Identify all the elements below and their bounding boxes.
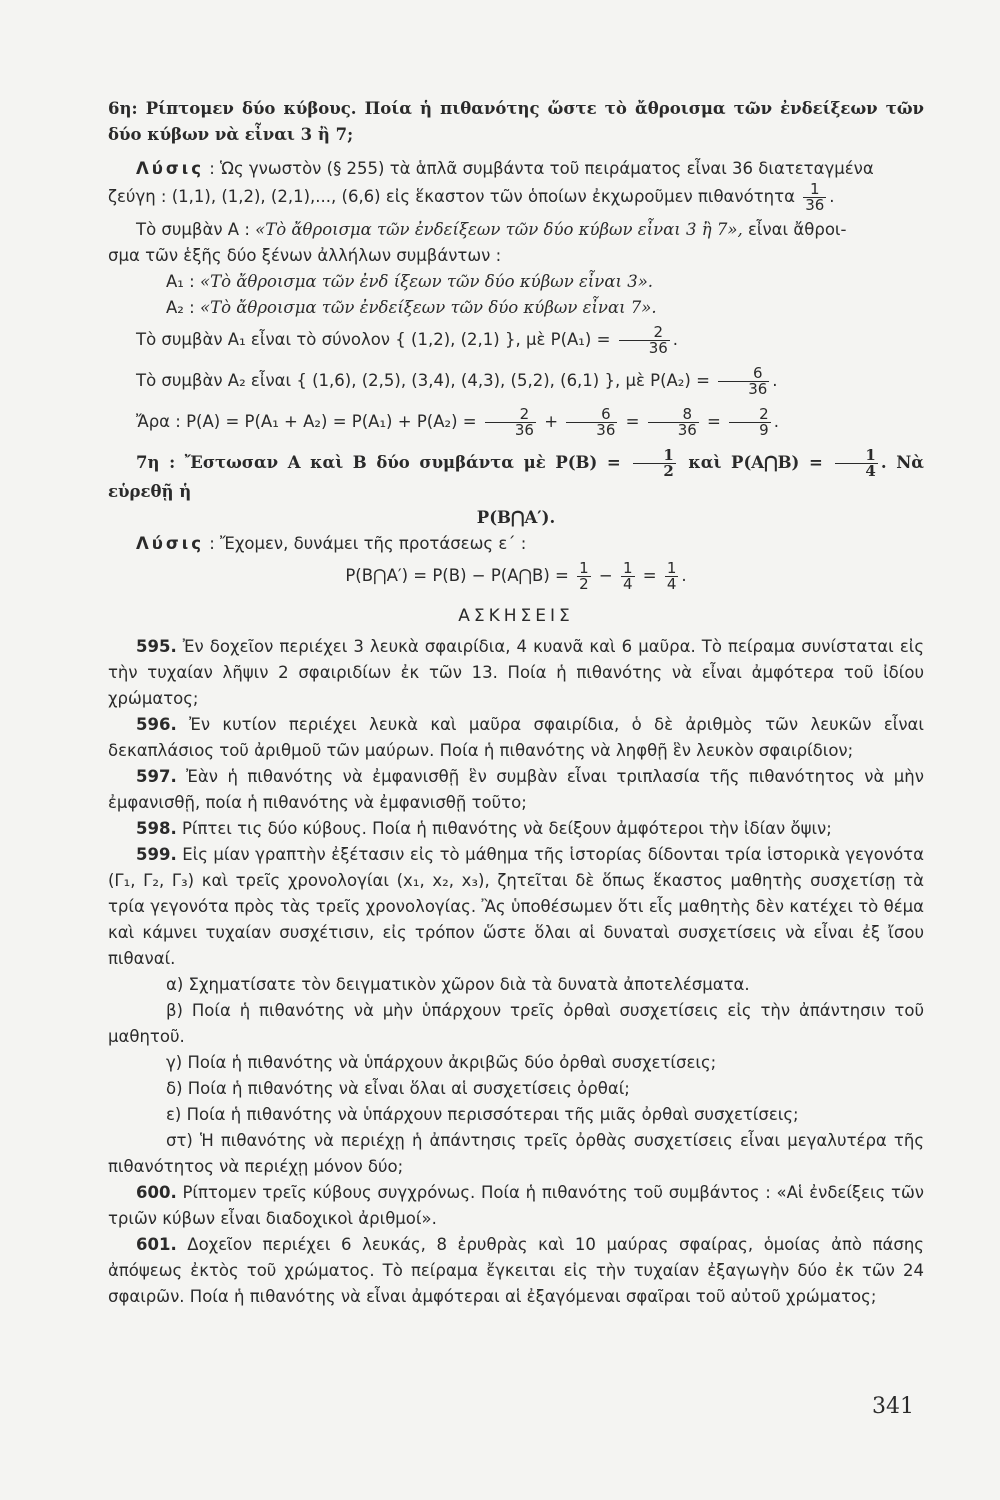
fraction-denominator: 36	[805, 196, 825, 214]
exercise-599-a: α) Σχηματίσατε τὸν δειγματικὸν χῶρον διὰ τὰ δυνατὰ ἀποτελέσματα.	[166, 975, 750, 994]
fraction-denominator: 36	[596, 421, 616, 439]
fraction	[648, 407, 699, 438]
fraction-numerator: 1	[835, 448, 877, 464]
example-7-formula: P(B⋂A′) = P(B) − P(A⋂B) = $\frac{1}{2}$ − $\frac{1}{4}$ = $\frac{1}{4}$ .	[345, 559, 687, 593]
page-number: 341	[872, 1394, 914, 1419]
a2-set-line: Τὸ συμβὰν Α₂ εἶναι { (1,6), (2,5), (3,4), (4,3), (5,2), (6,1) }, μὲ P(A₂) = $\frac{6}{36}$ .	[136, 364, 778, 398]
exercise-595	[108, 634, 924, 712]
fraction-numerator: 1	[633, 448, 675, 464]
page-content	[108, 96, 924, 1310]
exercise-text: Ἐν κυτίον περιέχει λευκὰ καὶ μαῦρα σφαιρίδια, ὁ δὲ ἀριθμὸς τῶν λευκῶν εἶναι δεκαπλάσιος τοῦ ἀριθμοῦ τῶν μαύρων. Ποία ἡ πιθανότης νὰ ληφθῇ ἓν λευκὸν σφαιρίδιον;	[108, 715, 924, 760]
exercise-text: Ρίπτει τις δύο κύβους. Ποία ἡ πιθανότης νὰ δείξουν ἀμφότεροι τὴν ἰδίαν ὄψιν;	[181, 819, 832, 838]
ara-line: Ἄρα : P(A) = P(A₁ + A₂) = P(A₁) + P(A₂) = $\frac{2}{36}$ + $\frac{6}{36}$ = $\frac{8}{36}$ = $\frac{2}{9}$ .	[136, 405, 779, 439]
fraction-2-36	[619, 325, 670, 356]
fraction-1-4	[835, 448, 877, 479]
ara-text: Ἄρα : P(A) = P(A₁ + A₂) = P(A₁) + P(A₂) =	[136, 412, 477, 431]
exercise-text: Ἐν δοχεῖον περιέχει 3 λευκὰ σφαιρίδια, 4 κυανᾶ καὶ 6 μαῦρα. Τὸ πείραμα συνίσταται εἰς τὴν τυχαίαν λῆψιν 2 σφαιριδίων ἐκ τῶν 13. Ποία ἡ πιθανότης νὰ εἶναι ἀμφότερα τοῦ ἰδίου χρώματος;	[108, 637, 924, 708]
fraction-1-2	[633, 448, 675, 479]
example-7-title-line-2: P(B⋂A′).	[476, 508, 556, 527]
pairs-line: ζεύγη : (1,1), (1,2), (2,1),..., (6,6) εἰς ἕκαστον τῶν ὁποίων ἐκχωροῦμεν πιθανότητα $\frac{1}{36}$ .	[108, 180, 835, 214]
fraction-numerator: 6	[718, 366, 769, 382]
fraction-numerator: 8	[648, 407, 699, 423]
fraction-numerator: 6	[566, 407, 617, 423]
fraction	[485, 407, 536, 438]
solution-text: : Ὡς γνωστὸν (§ 255) τὰ ἁπλᾶ συμβάντα τοῦ πειράματος εἶναι 36 διατεταγμένα	[209, 159, 874, 178]
example-6-title: 6η: Ρίπτομεν δύο κύβους. Ποία ἡ πιθανότης ὥστε τὸ ἄθροισμα τῶν ἐνδείξεων τῶν δύο κύβων νὰ εἶναι 3 ἢ 7;	[108, 99, 924, 144]
formula-text: P(B⋂A′) = P(B) − P(A⋂B) =	[345, 566, 569, 585]
event-a2-line	[108, 295, 924, 321]
exercise-number: 596.	[136, 715, 177, 734]
exercise-599-e: ε) Ποία ἡ πιθανότης νὰ ὑπάρχουν περισσότεραι τῆς μιᾶς ὀρθαὶ συσχετίσεις;	[166, 1105, 799, 1124]
fraction-denominator: 36	[514, 421, 534, 439]
event-a2-label: Α₂ :	[166, 298, 195, 317]
fraction	[729, 407, 771, 438]
fraction-denominator: 36	[748, 380, 768, 398]
event-a2-definition: «Τὸ ἄθροισμα τῶν ἐνδείξεων τῶν δύο κύβων εἶναι 7».	[199, 298, 657, 317]
a1-set-text: Τὸ συμβὰν Α₁ εἶναι τὸ σύνολον { (1,2), (2,1) }, μὲ P(A₁) =	[136, 330, 611, 349]
exercise-number: 595.	[136, 637, 177, 656]
event-a-definition: «Τὸ ἄθροισμα τῶν ἐνδείξεων τῶν δύο κύβων εἶναι 3 ἢ 7»,	[255, 220, 743, 239]
fraction-denominator: 36	[677, 421, 697, 439]
event-a-line	[108, 217, 924, 243]
exercise-number: 600.	[136, 1183, 177, 1202]
example-7-title-suffix: . Νὰ εὑρεθῇ ἡ	[108, 453, 924, 501]
fraction	[621, 561, 635, 592]
event-a1-definition: «Τὸ ἄθροισμα τῶν ἐνδ ίξεων τῶν δύο κύβων εἶναι 3».	[199, 272, 654, 291]
exercise-599-c: γ) Ποία ἡ πιθανότης νὰ ὑπάρχουν ἀκριβῶς δύο ὀρθαὶ συσχετίσεις;	[166, 1053, 717, 1072]
event-a1-label: Α₁ :	[166, 272, 195, 291]
exercise-number: 597.	[136, 767, 177, 786]
exercise-text: Δοχεῖον περιέχει 6 λευκάς, 8 ἐρυθρὰς καὶ 10 μαύρας σφαίρας, ὁμοίας ἀπὸ πάσης ἀπόψεως ἐκτὸς τοῦ χρώματος. Τὸ πείραμα ἔγκειται εἰς τὴν τυχαίαν ἐξαγωγὴν δύο ἐκ τῶν 24 σφαιρῶν. Ποία ἡ πιθανότης νὰ εἶναι ἀμφότεραι αἱ ἐξαγόμεναι σφαῖραι τοῦ αὐτοῦ χρώματος;	[108, 1235, 924, 1306]
fraction-denominator: 2	[579, 575, 589, 593]
solution-label: Λύσις	[136, 534, 204, 553]
fraction	[665, 561, 679, 592]
exercise-text: Εἰς μίαν γραπτὴν ἐξέτασιν εἰς τὸ μάθημα τῆς ἱστορίας δίδονται τρία ἱστορικὰ γεγονότα (Γ₁, Γ₂, Γ₃) καὶ τρεῖς χρονολογίαι (x₁, x₂, x₃), ζητεῖται δὲ ὅπως ἕκαστος μαθητὴς συσχετίσῃ τὰ τρία γεγονότα πρὸς τὰς τρεῖς χρονολογίας. Ἂς ὑποθέσωμεν ὅτι εἷς μαθητὴς δὲν κατέχει τὸ θέμα καὶ κάμνει τυχαίαν συσχέτισιν, εἰς τρόπον ὥστε ὅλαι αἱ δυναταὶ συσχετίσεις νὰ εἶναι ἐξ ἴσου πιθαναί.	[108, 845, 924, 968]
exercise-599-b: β) Ποία ἡ πιθανότης νὰ μὴν ὑπάρχουν τρεῖς ὀρθαὶ συσχετίσεις εἰς τὴν ἀπάντησιν τοῦ μαθητοῦ.	[108, 1001, 924, 1046]
pairs-text: ζεύγη : (1,1), (1,2), (2,1),..., (6,6) εἰς ἕκαστον τῶν ὁποίων ἐκχωροῦμεν πιθανότητα	[108, 187, 795, 206]
exercise-600	[108, 1180, 924, 1232]
event-a-suffix: εἶναι ἄθροι-	[747, 220, 847, 239]
exercise-599	[108, 842, 924, 972]
exercise-number: 599.	[136, 845, 177, 864]
exercise-text: Ἐὰν ἡ πιθανότης νὰ ἐμφανισθῇ ἓν συμβὰν εἶναι τριπλασία τῆς πιθανότητος νὰ μὴν ἐμφανισθῇ, ποία ἡ πιθανότης νὰ ἐμφανισθῇ τοῦτο;	[108, 767, 924, 812]
exercise-number: 601.	[136, 1235, 177, 1254]
event-a1-line	[108, 269, 924, 295]
solution-label: Λύσις	[136, 159, 204, 178]
exercise-598	[108, 816, 924, 842]
a2-set-text: Τὸ συμβὰν Α₂ εἶναι { (1,6), (2,5), (3,4), (4,3), (5,2), (6,1) }, μὲ P(A₂) =	[136, 371, 710, 390]
fraction-numerator: 1	[579, 559, 589, 577]
exercise-597	[108, 764, 924, 816]
fraction-denominator: 4	[622, 575, 633, 593]
exercise-599-d: δ) Ποία ἡ πιθανότης νὰ εἶναι ὅλαι αἱ συσχετίσεις ὀρθαί;	[166, 1079, 630, 1098]
a1-set-line: Τὸ συμβὰν Α₁ εἶναι τὸ σύνολον { (1,2), (2,1) }, μὲ P(A₁) = $\frac{2}{36}$ .	[136, 323, 679, 357]
fraction-numerator: 2	[729, 407, 771, 423]
exercise-number: 598.	[136, 819, 177, 838]
fraction-numerator: 2	[619, 325, 670, 341]
fraction-denominator: 4	[865, 462, 876, 480]
example-6-solution	[108, 156, 924, 182]
exercise-601	[108, 1232, 924, 1310]
fraction-6-36	[718, 366, 769, 397]
event-a-line-2: σμα τῶν ἑξῆς δύο ξένων ἀλλήλων συμβάντων :	[108, 246, 502, 265]
fraction	[577, 561, 591, 592]
section-title: ΑΣΚΗΣΕΙΣ	[458, 606, 574, 626]
event-a-prefix: Τὸ συμβὰν Α :	[136, 220, 250, 239]
fraction	[566, 407, 617, 438]
fraction-denominator: 2	[663, 462, 674, 480]
fraction-denominator: 4	[666, 575, 677, 593]
fraction-denominator: 36	[648, 339, 668, 357]
fraction-numerator: 2	[485, 407, 536, 423]
example-7-title	[108, 448, 924, 505]
solution-text: : Ἔχομεν, δυνάμει τῆς προτάσεως ε´ :	[209, 534, 527, 553]
fraction-1-36	[803, 182, 826, 213]
fraction-numerator: 1	[803, 182, 826, 198]
exercise-text: Ρίπτομεν τρεῖς κύβους συγχρόνως. Ποία ἡ πιθανότης τοῦ συμβάντος : «Αἱ ἐνδείξεις τῶν τριῶν κύβων εἶναι διαδοχικοὶ ἀριθμοί».	[108, 1183, 924, 1228]
example-7-solution	[108, 531, 924, 557]
fraction-numerator: 1	[666, 559, 677, 577]
fraction-numerator: 1	[622, 559, 633, 577]
example-7-title-prefix: 7η : Ἔστωσαν Α καὶ Β δύο συμβάντα μὲ P(B) =	[136, 453, 621, 472]
exercise-599-st: στ) Ἡ πιθανότης νὰ περιέχῃ ἡ ἀπάντησις τρεῖς ὀρθὰς συσχετίσεις εἶναι μεγαλυτέρα τῆς πιθανότητος νὰ περιέχῃ μόνον δύο;	[108, 1131, 924, 1176]
exercise-596	[108, 712, 924, 764]
fraction-denominator: 9	[759, 421, 769, 439]
example-7-title-mid: καὶ P(A⋂B) =	[688, 453, 823, 472]
